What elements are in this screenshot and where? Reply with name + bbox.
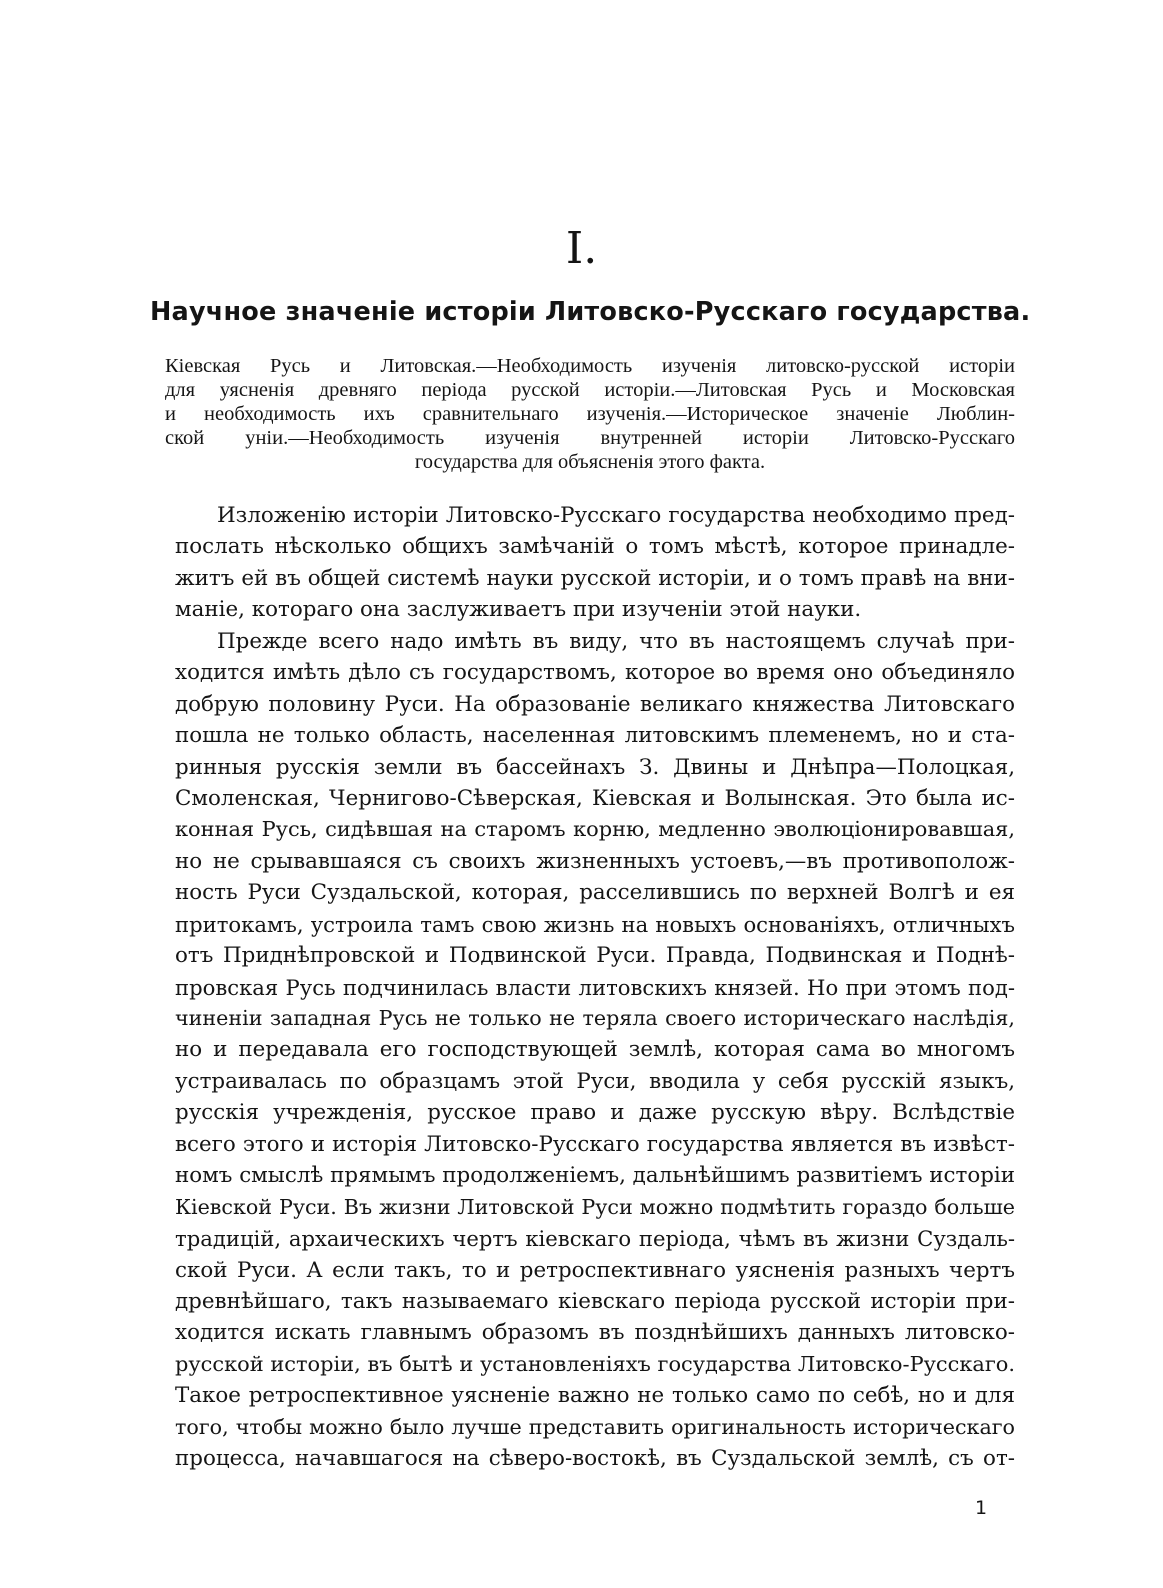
body-line: послать нѣсколько общихъ замѣчаній о томъ мѣстѣ, которое принадле- xyxy=(175,534,1015,560)
body-line: конная Русь, сидѣвшая на старомъ корню, медленно эволюціонировавшая, xyxy=(175,817,1015,842)
body-line: всего этого и исторія Литовско-Русскаго государства является въ извѣст- xyxy=(175,1131,1015,1157)
body-line: провская Русь подчинилась власти литовскихъ князей. Но при этомъ под- xyxy=(175,974,1015,1000)
body-line: ходится искать главнымъ образомъ въ позднѣйшихъ данныхъ литовско- xyxy=(175,1320,1015,1346)
chapter-title: Научное значеніе исторіи Литовско-Русскаго государства. xyxy=(150,297,1031,327)
body-line: того, чтобы можно было лучше представить оригинальность историческаго xyxy=(175,1414,1015,1439)
chapter-number: I. xyxy=(565,223,598,274)
summary-line: для уясненія древняго періода русской исторіи.—Литовская Русь и Московская xyxy=(165,379,1015,401)
body-line: ринныя русскія земли въ бассейнахъ З. Двины и Днѣпра—Полоцкая, xyxy=(175,754,1015,780)
body-line: древнѣйшаго, такъ называемаго кіевскаго періода русской исторіи при- xyxy=(175,1288,1015,1314)
body-line: отъ Приднѣпровской и Подвинской Руси. Правда, Подвинская и Поднѣ- xyxy=(175,943,1015,969)
body-line: Прежде всего надо имѣть въ виду, что въ настоящемъ случаѣ при- xyxy=(217,628,1015,654)
body-line: Смоленская, Чернигово-Сѣверская, Кіевская и Волынская. Это была ис- xyxy=(175,785,1015,811)
summary-line: государства для объясненія этого факта. xyxy=(414,451,766,473)
body-text xyxy=(175,500,1015,1475)
body-line: номъ смыслѣ прямымъ продолженіемъ, дальнѣйшимъ развитіемъ исторіи xyxy=(175,1163,1015,1189)
body-line: маніе, котораго она заслуживаетъ при изученіи этой науки. xyxy=(175,597,862,623)
body-line: процесса, начавшагося на сѣверо-востокѣ, въ Суздальской землѣ, съ от- xyxy=(175,1446,1015,1472)
summary-line: ской уніи.—Необходимость изученія внутренней исторіи Литовско-Русскаго xyxy=(165,427,1015,449)
body-line: житъ ей въ общей системѣ науки русской исторіи, и о томъ правѣ на вни- xyxy=(175,565,1015,591)
body-line: ходится имѣть дѣло съ государствомъ, которое во время оно объединяло xyxy=(175,660,1015,686)
body-line: пошла не только область, населенная литовскимъ племенемъ, но и ста- xyxy=(175,723,1015,749)
body-line: Изложенію исторіи Литовско-Русскаго государства необходимо пред- xyxy=(217,503,1015,528)
body-line: но не срывавшаяся съ своихъ жизненныхъ устоевъ,—въ противополож- xyxy=(175,848,1015,874)
summary-line: и необходимость ихъ сравнительнаго изученія.—Историческое значеніе Люблин- xyxy=(165,403,1015,425)
chapter-summary xyxy=(165,354,1015,474)
summary-line: Кіевская Русь и Литовская.—Необходимость изученія литовско-русской исторіи xyxy=(165,355,1015,377)
body-line: русскія учрежденія, русское право и даже русскую вѣру. Вслѣдствіе xyxy=(175,1100,1015,1126)
body-line: устраивалась по образцамъ этой Руси, вводила у себя русскій языкъ, xyxy=(175,1068,1015,1094)
page-number: 1 xyxy=(975,1497,988,1519)
body-line: русской исторіи, въ бытѣ и установленіяхъ государства Литовско-Русскаго. xyxy=(175,1351,1015,1376)
body-line: но и передавала его господствующей землѣ, которая сама во многомъ xyxy=(175,1037,1015,1063)
body-line: традицій, архаическихъ чертъ кіевскаго періода, чѣмъ въ жизни Суздаль- xyxy=(175,1226,1015,1252)
body-line: добрую половину Руси. На образованіе великаго княжества Литовскаго xyxy=(175,691,1015,717)
body-line: ской Руси. А если такъ, то и ретроспективнаго уясненія разныхъ чертъ xyxy=(175,1257,1015,1283)
body-line: ность Руси Суздальской, которая, расселившись по верхней Волгѣ и ея xyxy=(175,880,1015,906)
body-line: чиненіи западная Русь не только не теряла своего историческаго наслѣдія, xyxy=(175,1006,1015,1030)
body-line: Такое ретроспективное уясненіе важно не только само по себѣ, но и для xyxy=(175,1383,1015,1409)
body-line: притокамъ, устроила тамъ свою жизнь на новыхъ основаніяхъ, отличныхъ xyxy=(175,911,1015,937)
body-line: Кіевской Руси. Въ жизни Литовской Руси можно подмѣтить гораздо больше xyxy=(175,1194,1015,1219)
